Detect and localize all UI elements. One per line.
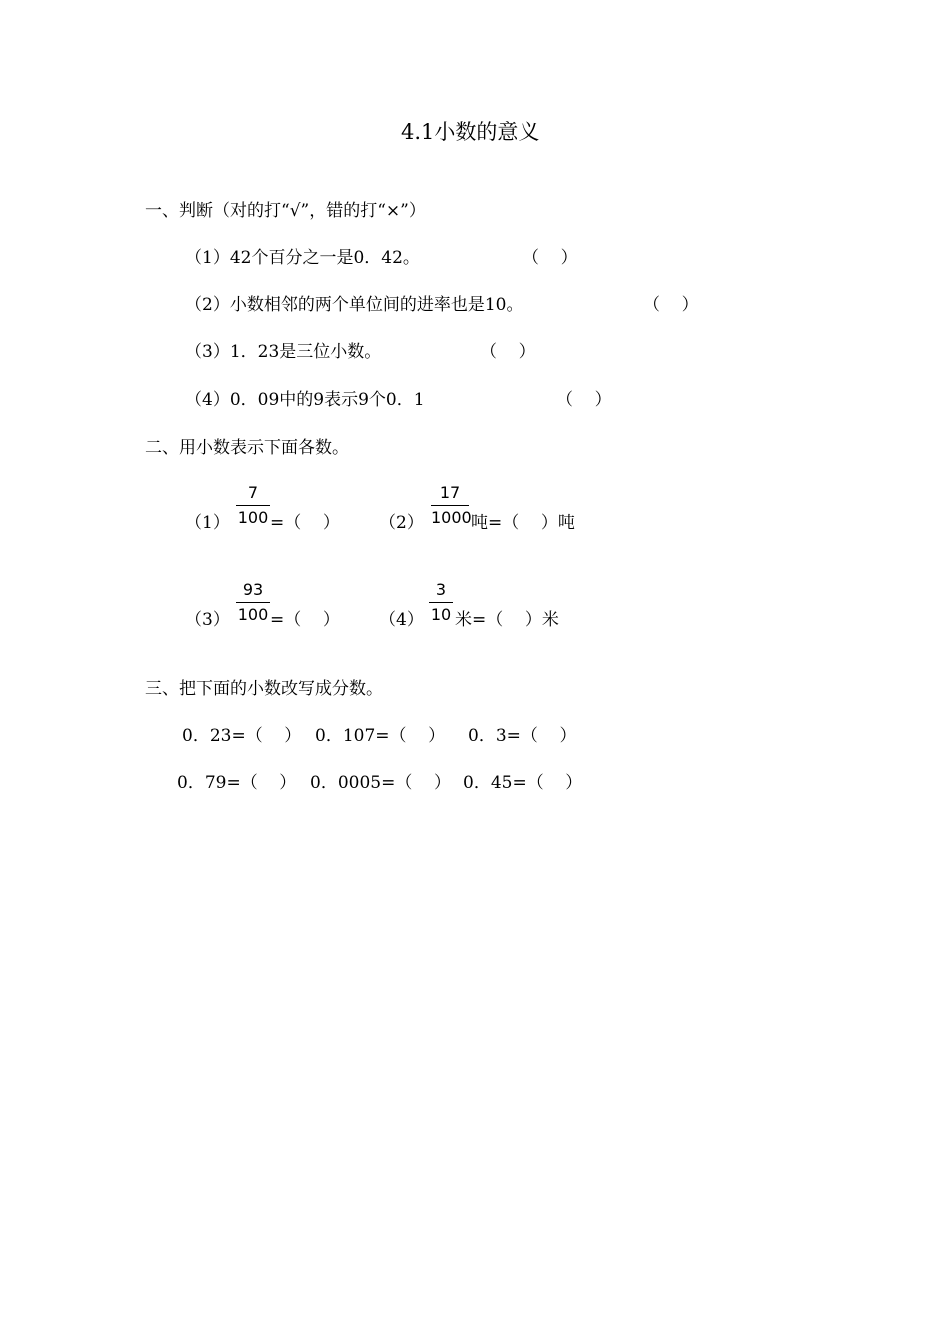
conversion-item: 0．79=（ ）	[177, 773, 297, 793]
section2-heading: 二、用小数表示下面各数。	[145, 438, 349, 458]
fraction-item-answer: =（ ）	[270, 513, 340, 533]
fraction	[431, 483, 472, 527]
fraction-denominator: 1000	[431, 508, 472, 527]
conversion-item: 0．23=（ ）	[182, 726, 302, 746]
fraction-item-answer: =（ ）吨	[488, 513, 575, 533]
fraction-bar	[431, 505, 469, 506]
fraction-item-unit: 吨	[471, 513, 488, 533]
fraction-item-label: （1）	[185, 513, 230, 533]
section3-heading: 三、把下面的小数改写成分数。	[145, 679, 383, 699]
judge-item-1: （1）42个百分之一是0．42。	[185, 248, 420, 268]
judge-item-3: （3）1．23是三位小数。	[185, 342, 382, 362]
section1-heading: 一、判断（对的打“√”，错的打“×”）	[145, 201, 426, 221]
fraction	[236, 582, 270, 623]
fraction-denominator: 10	[430, 605, 452, 624]
conversion-item: 0．45=（ ）	[463, 773, 583, 793]
judge-blank-2: （ ）	[643, 295, 699, 315]
fraction-denominator: 100	[237, 508, 269, 527]
fraction-item-unit: 米	[455, 610, 472, 630]
judge-blank-4: （ ）	[556, 390, 612, 410]
judge-blank-1: （ ）	[522, 248, 578, 268]
fraction-bar	[429, 602, 453, 603]
fraction	[429, 582, 453, 623]
fraction-denominator: 100	[237, 605, 269, 624]
judge-blank-3: （ ）	[480, 342, 536, 362]
fraction-numerator: 3	[435, 580, 447, 599]
fraction-item-answer: =（ ）米	[472, 610, 559, 630]
fraction-item-answer: =（ ）	[270, 610, 340, 630]
fraction-numerator: 7	[247, 483, 259, 502]
conversion-item: 0．3=（ ）	[468, 726, 577, 746]
conversion-item: 0．107=（ ）	[315, 726, 446, 746]
fraction	[236, 485, 270, 526]
conversion-item: 0．0005=（ ）	[310, 773, 451, 793]
fraction-item-label: （4）	[379, 610, 424, 630]
fraction-bar	[236, 505, 270, 506]
fraction-numerator: 17	[439, 483, 461, 502]
fraction-item-label: （2）	[379, 513, 424, 533]
fraction-bar	[236, 602, 270, 603]
page-title: 4.1小数的意义	[401, 120, 540, 144]
fraction-numerator: 93	[242, 580, 264, 599]
fraction-item-label: （3）	[185, 610, 230, 630]
judge-item-4: （4）0．09中的9表示9个0．1	[185, 390, 425, 410]
judge-item-2: （2）小数相邻的两个单位间的进率也是10。	[185, 295, 524, 315]
